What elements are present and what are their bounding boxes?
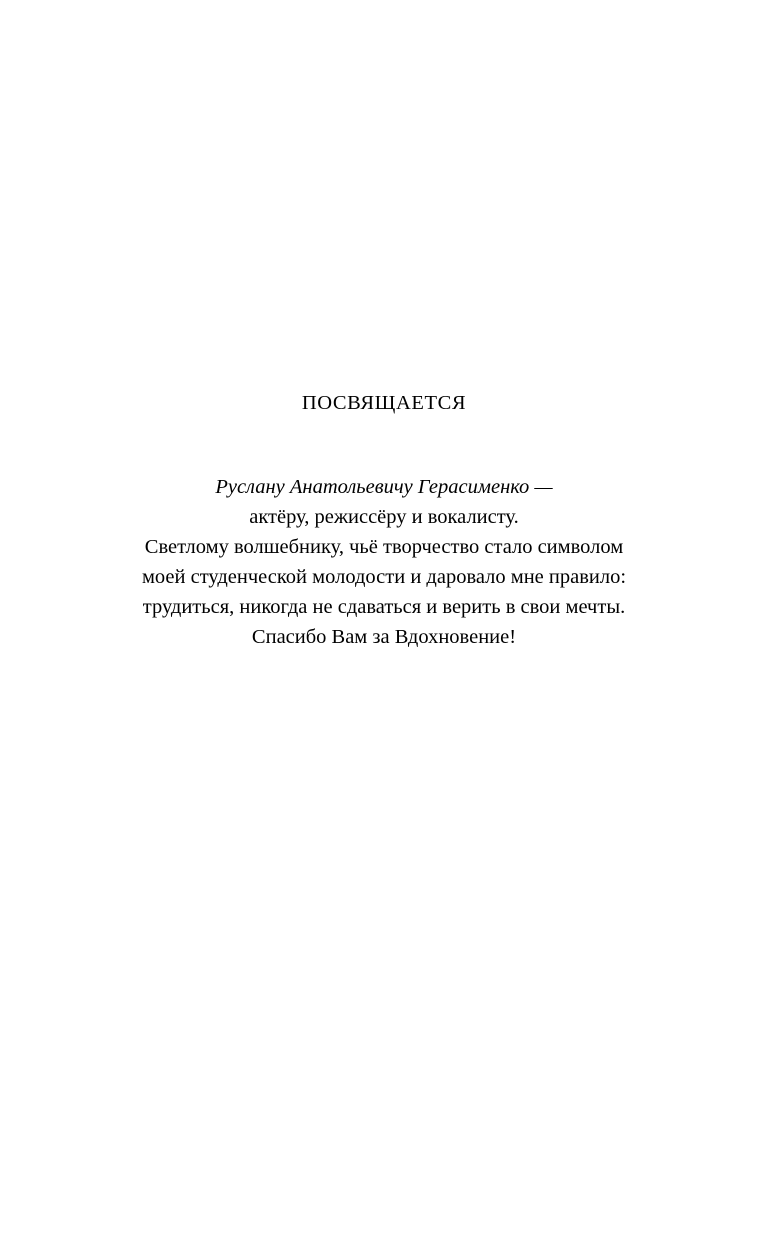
dedication-line-1: Руслану Анатольевичу Герасименко — [215, 476, 553, 498]
page-title: ПОСВЯЩАЕТСЯ [301, 392, 467, 414]
dedication-text [84, 472, 684, 652]
dedication-line-3: Светлому волшебнику, чьё творчество стало символом [144, 536, 624, 558]
dedication-line-2: актёру, режиссёру и вокалисту. [249, 506, 519, 528]
dedication-line-6: Спасибо Вам за Вдохновение! [251, 626, 517, 648]
dedication-line-4: моей студенческой молодости и даровало мне правило: [141, 566, 627, 588]
dedication-line-5: трудиться, никогда не сдаваться и верить в свои мечты. [142, 596, 626, 618]
